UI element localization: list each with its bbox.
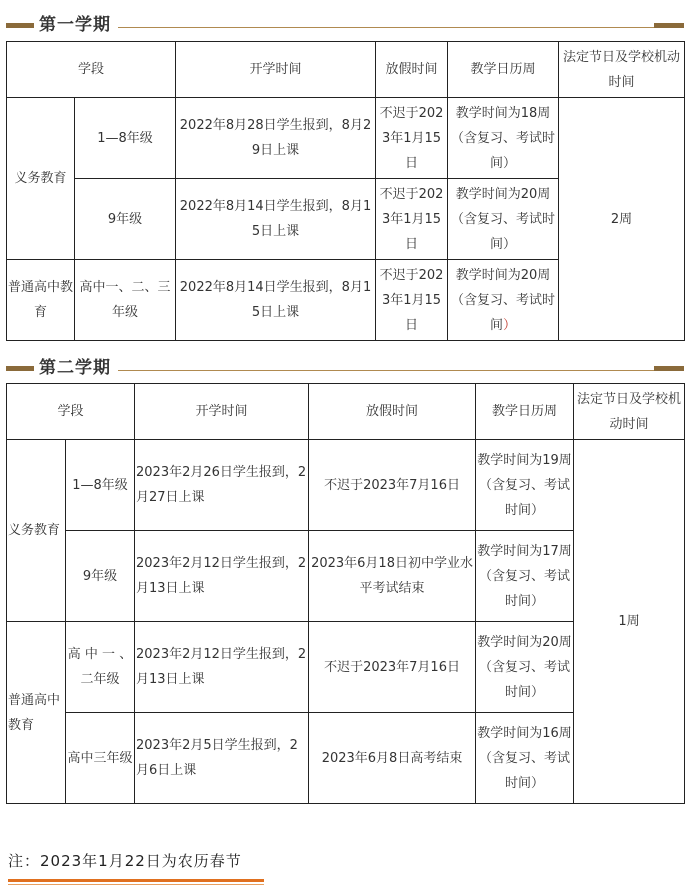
grade-cell: 高 中 一 、二年级 xyxy=(66,622,135,713)
holiday-cell: 不迟于2023年7月16日 xyxy=(309,440,476,531)
weeks-cell: 教学时间为16周（含复习、考试时间） xyxy=(476,713,574,804)
header-weeks: 教学日历周 xyxy=(476,384,574,440)
stage-high: 普通高中教育 xyxy=(7,260,75,341)
holiday-cell: 2023年6月8日高考结束 xyxy=(309,713,476,804)
weeks-cell: 教学时间为18周（含复习、考试时间） xyxy=(448,98,559,179)
section-bar-decoration xyxy=(654,366,684,371)
section-rule xyxy=(118,27,654,28)
header-stage: 学段 xyxy=(7,42,176,98)
start-cell: 2023年2月26日学生报到，2月27日上课 xyxy=(135,440,309,531)
closing-paren: ） xyxy=(503,317,517,333)
term2-title: 第二学期 xyxy=(39,358,111,378)
start-cell: 2022年8月28日学生报到，8月29日上课 xyxy=(176,98,376,179)
table-row xyxy=(7,440,685,531)
grade-cell: 1—8年级 xyxy=(75,98,176,179)
start-cell: 2022年8月14日学生报到，8月15日上课 xyxy=(176,179,376,260)
start-cell: 2023年2月12日学生报到，2月13日上课 xyxy=(135,622,309,713)
weeks-text: 教学时间为20周（含复习、考试时间 xyxy=(451,267,556,333)
header-flex: 法定节日及学校机动时间 xyxy=(559,42,685,98)
weeks-cell xyxy=(448,260,559,341)
header-holiday: 放假时间 xyxy=(309,384,476,440)
grade-cell: 9年级 xyxy=(66,531,135,622)
term1-title: 第一学期 xyxy=(39,15,111,35)
grade-cell: 9年级 xyxy=(75,179,176,260)
holiday-cell: 不迟于2023年1月15日 xyxy=(376,179,448,260)
grade-cell: 1—8年级 xyxy=(66,440,135,531)
start-cell: 2023年2月5日学生报到，2月6日上课 xyxy=(135,713,309,804)
start-cell: 2022年8月14日学生报到，8月15日上课 xyxy=(176,260,376,341)
section-bar-decoration xyxy=(6,23,34,28)
footnote-underline-thin xyxy=(8,884,264,885)
stage-compulsory: 义务教育 xyxy=(7,440,66,622)
section-rule xyxy=(118,370,654,371)
term1-section-header xyxy=(6,8,684,34)
footnote: 注：2023年1月22日为农历春节 xyxy=(8,852,242,870)
holiday-cell: 不迟于2023年1月15日 xyxy=(376,260,448,341)
stage-high: 普通高中教育 xyxy=(7,622,66,804)
header-start: 开学时间 xyxy=(176,42,376,98)
holiday-cell: 2023年6月18日初中学业水平考试结束 xyxy=(309,531,476,622)
stage-compulsory: 义务教育 xyxy=(7,98,75,260)
flex-cell: 1周 xyxy=(574,440,685,804)
start-cell: 2023年2月12日学生报到，2月13日上课 xyxy=(135,531,309,622)
footnote-underline xyxy=(8,879,264,882)
holiday-cell: 不迟于2023年7月16日 xyxy=(309,622,476,713)
weeks-cell: 教学时间为19周（含复习、考试时间） xyxy=(476,440,574,531)
header-weeks: 教学日历周 xyxy=(448,42,559,98)
flex-cell: 2周 xyxy=(559,98,685,341)
term1-table xyxy=(6,41,685,341)
header-stage: 学段 xyxy=(7,384,135,440)
table-row xyxy=(7,98,685,179)
grade-cell: 高中三年级 xyxy=(66,713,135,804)
section-bar-decoration xyxy=(6,366,34,371)
section-bar-decoration xyxy=(654,23,684,28)
grade-cell: 高中一、二、三年级 xyxy=(75,260,176,341)
term2-table xyxy=(6,383,685,804)
header-start: 开学时间 xyxy=(135,384,309,440)
header-flex: 法定节日及学校机动时间 xyxy=(574,384,685,440)
weeks-cell: 教学时间为20周（含复习、考试时间） xyxy=(476,622,574,713)
table-header-row xyxy=(7,42,685,98)
holiday-cell: 不迟于2023年1月15日 xyxy=(376,98,448,179)
table-header-row xyxy=(7,384,685,440)
term2-section-header xyxy=(6,351,684,377)
weeks-cell: 教学时间为17周（含复习、考试时间） xyxy=(476,531,574,622)
weeks-cell: 教学时间为20周（含复习、考试时间） xyxy=(448,179,559,260)
header-holiday: 放假时间 xyxy=(376,42,448,98)
